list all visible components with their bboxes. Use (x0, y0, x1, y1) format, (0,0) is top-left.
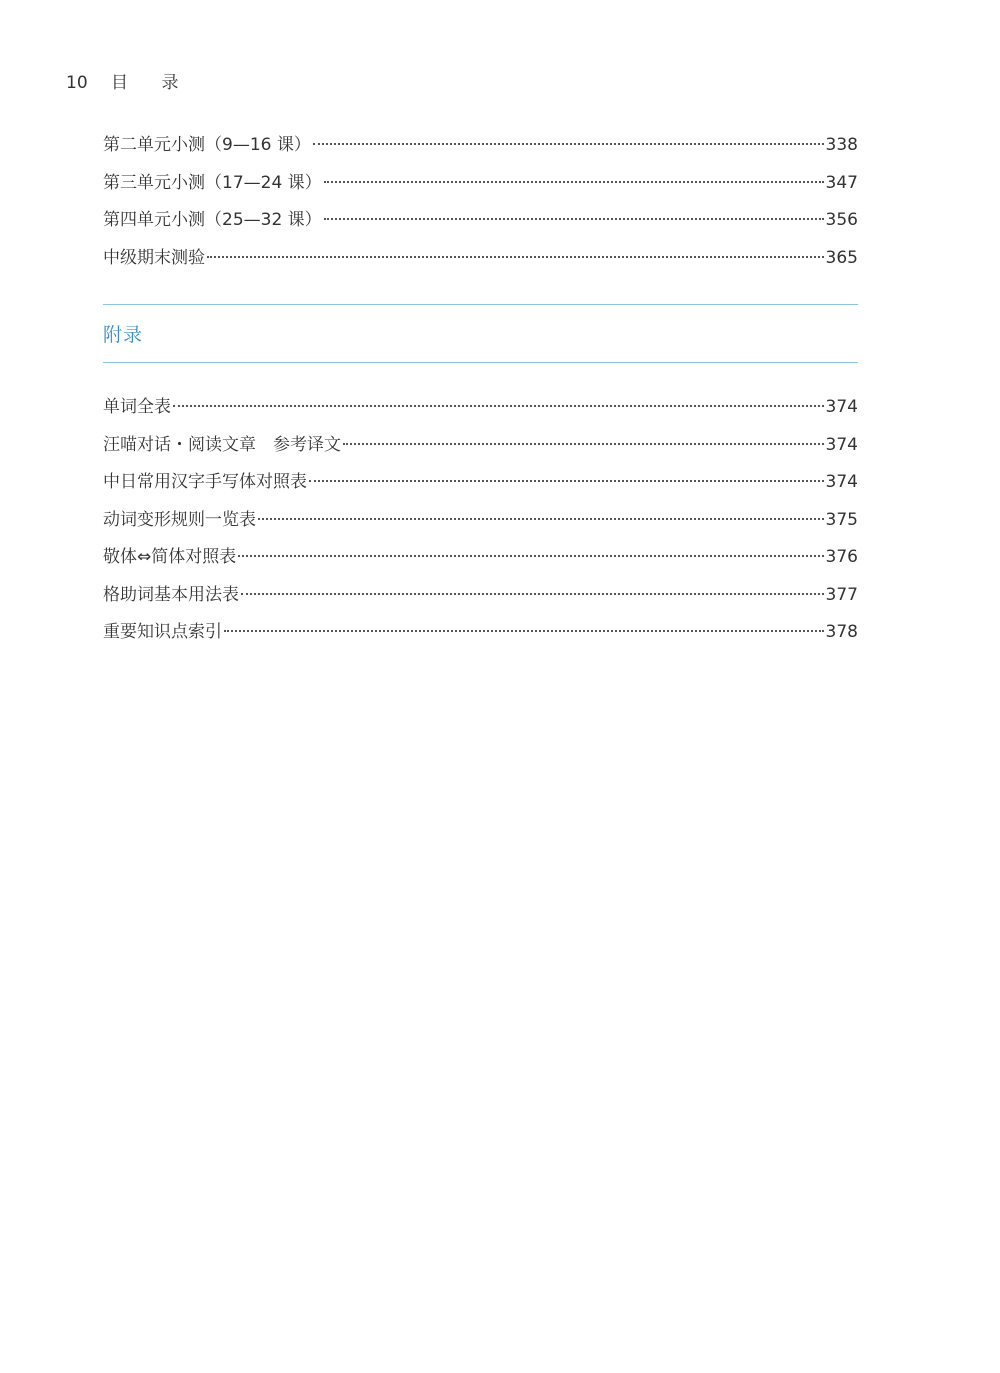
appendix-entry-title: 动词变形规则一览表 (103, 509, 256, 530)
toc-entry-title: 第三单元小测（17—24 课） (103, 172, 322, 193)
toc-entry[interactable] (103, 244, 858, 282)
appendix-entry-page: 376 (825, 547, 858, 567)
appendix-list (103, 393, 858, 656)
appendix-entry-title: 中日常用汉字手写体对照表 (103, 472, 307, 492)
toc-entry-title: 第二单元小测（9—16 课） (103, 135, 311, 155)
dot-leader (207, 256, 824, 258)
appendix-entry-page: 378 (825, 622, 858, 642)
appendix-entry-title: 重要知识点索引 (103, 622, 222, 642)
toc-list (103, 131, 858, 281)
appendix-entry-page: 375 (825, 509, 858, 530)
toc-entry-page: 338 (825, 135, 858, 155)
appendix-entry-page: 377 (825, 584, 858, 605)
appendix-entry-title: 格助词基本用法表 (103, 584, 239, 605)
dot-leader (313, 143, 824, 145)
appendix-entry[interactable] (103, 431, 858, 469)
appendix-entry-title: 敬体⇔简体对照表 (103, 547, 237, 567)
appendix-entry[interactable] (103, 581, 858, 619)
page-number: 10 (66, 73, 88, 93)
appendix-section-heading (103, 304, 858, 363)
appendix-entry[interactable] (103, 506, 858, 544)
header-title: 目 录 (111, 73, 193, 93)
dot-leader (238, 555, 823, 557)
toc-entry-page: 365 (825, 247, 858, 268)
toc-entry-page: 356 (825, 210, 858, 230)
appendix-entry-page: 374 (825, 472, 858, 492)
appendix-entry[interactable] (103, 468, 858, 506)
appendix-entry-title: 单词全表 (103, 397, 171, 417)
dot-leader (309, 480, 824, 482)
dot-leader (343, 443, 824, 445)
toc-entry-title: 第四单元小测（25—32 课） (103, 210, 322, 230)
appendix-entry[interactable] (103, 393, 858, 431)
running-header (66, 68, 192, 93)
appendix-entry-page: 374 (825, 397, 858, 417)
toc-entry[interactable] (103, 131, 858, 169)
dot-leader (173, 405, 824, 407)
appendix-heading: 附录 (103, 324, 144, 346)
dot-leader (324, 181, 824, 183)
toc-entry-page: 347 (825, 172, 858, 193)
dot-leader (258, 518, 824, 520)
dot-leader (224, 630, 824, 632)
toc-entry[interactable] (103, 206, 858, 244)
toc-entry[interactable] (103, 169, 858, 207)
appendix-entry[interactable] (103, 543, 858, 581)
appendix-entry[interactable] (103, 618, 858, 656)
toc-entry-title: 中级期末测验 (103, 247, 205, 268)
dot-leader (241, 593, 824, 595)
dot-leader (324, 218, 824, 220)
appendix-entry-page: 374 (825, 434, 858, 455)
appendix-entry-title: 汪喵对话・阅读文章 参考译文 (103, 434, 341, 455)
